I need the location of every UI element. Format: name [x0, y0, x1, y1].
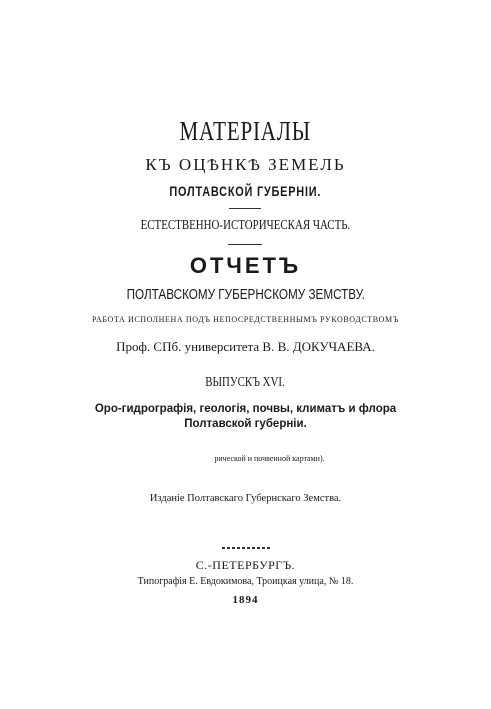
part-title: ЕСТЕСТВЕННО-ИСТОРИЧЕСКАЯ ЧАСТЬ.	[140, 218, 351, 233]
region-title: ПОЛТАВСКОЙ ГУБЕРНІИ.	[169, 183, 322, 199]
maps-note: рической и почвенной картами).	[214, 454, 325, 463]
divider-2	[228, 244, 262, 245]
city: С.-ПЕТЕРБУРГЪ.	[195, 558, 296, 572]
publisher-line: Изданіе Полтавскаго Губернскаго Земства.	[149, 493, 342, 504]
contents-line-2: Полтавской губерніи.	[184, 418, 307, 430]
report-title: ОТЧЕТЪ	[189, 253, 302, 278]
main-title: МАТЕРІАЛЫ	[179, 116, 312, 146]
professor-line: Проф. СПб. университета В. В. ДОКУЧАЕВА.	[116, 339, 375, 354]
supervision-note: РАБОТА ИСПОЛНЕНА ПОДЪ НЕПОСРЕДСТВЕННЫМЪ РУКОВОДСТВОМЪ	[91, 315, 400, 324]
issue-number: ВЫПУСКЪ XVI.	[205, 375, 286, 390]
divider-1	[229, 208, 261, 209]
subtitle: КЪ ОЦѢНКѢ ЗЕМЕЛЬ	[145, 155, 346, 174]
printer-line: Типографія Е. Евдокимова, Троицкая улица, № 18.	[137, 576, 354, 587]
contents-line-1: Оро-гидрографія, геологія, почвы, климатъ и флора	[94, 403, 397, 415]
ornament-rule	[222, 547, 270, 549]
year: 1894	[232, 594, 259, 606]
report-to: ПОЛТАВСКОМУ ГУБЕРНСКОМУ ЗЕМСТВУ.	[126, 286, 365, 303]
